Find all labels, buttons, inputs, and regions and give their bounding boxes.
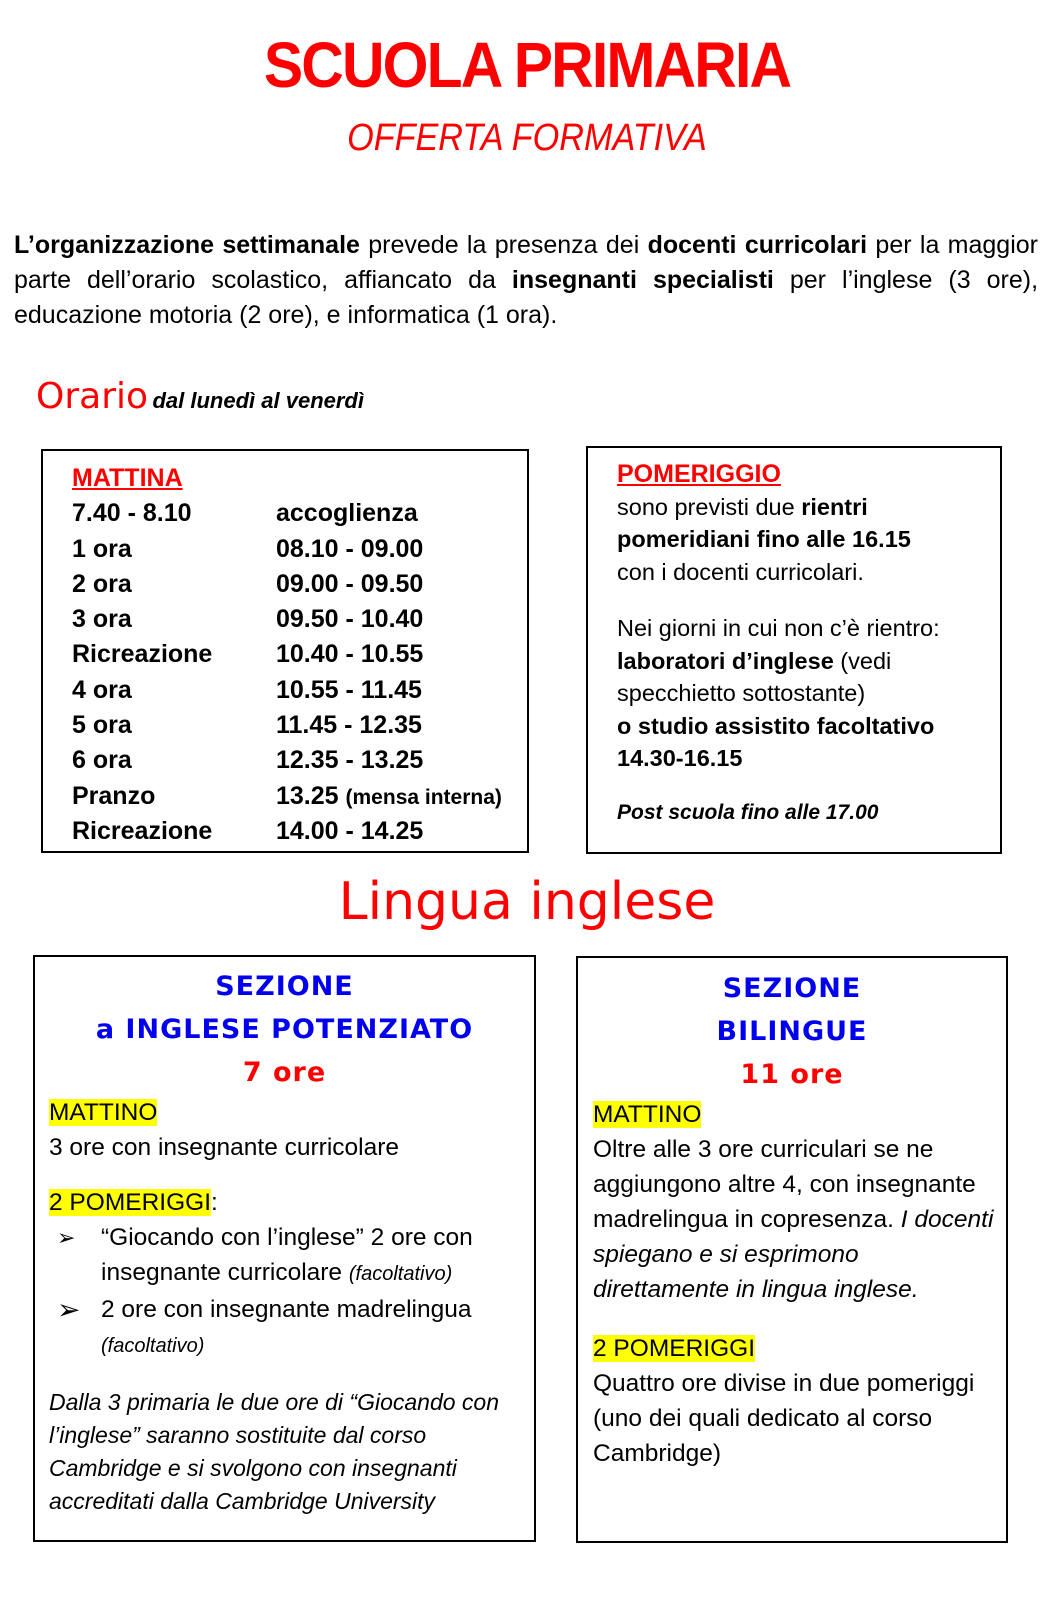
- bilingue-pom-text: Quattro ore divise in due pomeriggi (uno dei quali dedicato al corso Cambridge): [593, 1370, 975, 1467]
- schedule-slot: 3 ora: [72, 605, 132, 634]
- potenziato-pom-label: 2 POMERIGGI: [49, 1189, 212, 1216]
- intro-text-2: per la maggior parte dell’orario scolastico, affiancato da: [14, 231, 1038, 294]
- page-title: SCUOLA PRIMARIA: [263, 29, 791, 101]
- intro-paragraph: [14, 228, 1038, 333]
- mattina-schedule: [72, 461, 502, 849]
- orario-heading: [36, 376, 364, 417]
- schedule-slot: 1 ora: [72, 534, 132, 563]
- schedule-time: accoglienza: [276, 499, 418, 528]
- schedule-row: [72, 496, 502, 531]
- schedule-slot: 2 ora: [72, 569, 132, 598]
- pomeriggio-label: POMERIGGIO: [617, 460, 781, 488]
- bilingue-title-1: SEZIONE: [722, 973, 862, 1004]
- bilingue-mattino-text: Oltre alle 3 ore curriculari se ne aggiungono altre 4, con insegnante madrelingua in copresenza.: [593, 1136, 976, 1233]
- potenziato-title-2: a INGLESE POTENZIATO: [95, 1014, 474, 1045]
- intro-bold-2: docenti curricolari: [647, 231, 868, 259]
- pomeriggio-text-4: (vedi specchietto sottostante): [617, 647, 892, 706]
- intro-bold-3: insegnanti specialisti: [511, 266, 774, 294]
- pomeriggio-bold-2: laboratori d’inglese: [617, 647, 834, 674]
- schedule-time: 10.55 - 11.45: [276, 675, 422, 704]
- page-subtitle: OFFERTA FORMATIVA: [347, 117, 707, 159]
- schedule-time: 12.35 - 13.25: [276, 746, 424, 775]
- pomeriggio-bold-3: o studio assistito facoltativo 14.30-16.15: [617, 712, 935, 771]
- schedule-slot: 5 ora: [72, 711, 132, 740]
- potenziato-pom-colon: :: [211, 1189, 218, 1216]
- bilingue-mattino-italic: I docenti spiegano e si esprimono direttamente in lingua inglese.: [593, 1206, 994, 1303]
- schedule-slot: Pranzo: [72, 781, 156, 810]
- schedule-row: [72, 779, 502, 814]
- schedule-time: 09.50 - 10.40: [276, 605, 424, 634]
- schedule-row: [72, 814, 502, 849]
- bullet-note: (facoltativo): [348, 1263, 453, 1285]
- bullet-note: (facoltativo): [101, 1335, 205, 1357]
- list-item: [49, 1220, 524, 1292]
- pomeriggio-text-1: sono previsti due: [617, 493, 802, 520]
- schedule-row: [72, 602, 502, 637]
- schedule-slot: 6 ora: [72, 746, 132, 775]
- potenziato-footnote: Dalla 3 primaria le due ore di “Giocando con l’inglese” saranno sostituite dal corso Cambridge e si svolgono con insegnanti accreditati dalla Cambridge University: [49, 1389, 500, 1514]
- mattina-box: [41, 449, 529, 853]
- intro-text-1: prevede la presenza dei: [359, 231, 648, 259]
- potenziato-hours: 7 ore: [242, 1057, 327, 1088]
- schedule-row: [72, 637, 502, 672]
- schedule-row: [72, 567, 502, 602]
- pomeriggio-text-3: Nei giorni in cui non c’è rientro:: [617, 615, 940, 641]
- potenziato-mattino-label: MATTINO: [49, 1099, 158, 1126]
- schedule-time: 09.00 - 09.50: [276, 569, 424, 598]
- bilingue-pom-label: 2 POMERIGGI: [593, 1335, 756, 1362]
- schedule-slot: Ricreazione: [72, 816, 213, 845]
- arrow-bullet-icon: ➢: [57, 1294, 81, 1325]
- orario-title: Orario: [36, 376, 149, 417]
- schedule-time: 13.25: [276, 781, 339, 810]
- schedule-slot: Ricreazione: [72, 640, 213, 669]
- schedule-note: (mensa interna): [345, 785, 502, 809]
- bilingue-mattino-label: MATTINO: [593, 1101, 702, 1128]
- schedule-time: 14.00 - 14.25: [276, 816, 424, 845]
- mattina-label: MATTINA: [72, 464, 183, 492]
- post-scuola-note: Post scuola fino alle 17.00: [617, 800, 879, 824]
- intro-bold-1: L’organizzazione settimanale: [14, 231, 360, 259]
- bullet-text: “Giocando con l’inglese” 2 ore con insegnante curricolare: [101, 1224, 473, 1286]
- potenziato-title-1: SEZIONE: [215, 971, 354, 1002]
- lingua-heading: Lingua inglese: [338, 872, 716, 932]
- schedule-slot: 7.40 - 8.10: [72, 499, 192, 528]
- pomeriggio-bold-1: rientri pomeridiani fino alle 16.15: [617, 493, 911, 552]
- schedule-time: 10.40 - 10.55: [276, 640, 424, 669]
- potenziato-box: [33, 955, 536, 1542]
- bilingue-title-2: BILINGUE: [716, 1016, 868, 1047]
- bilingue-box: [576, 956, 1008, 1543]
- potenziato-mattino-text: 3 ore con insegnante curricolare: [49, 1134, 400, 1161]
- schedule-row: [72, 743, 502, 778]
- schedule-row: [72, 673, 502, 708]
- arrow-bullet-icon: ➢: [57, 1225, 76, 1250]
- schedule-slot: 4 ora: [72, 675, 132, 704]
- list-item: [49, 1292, 524, 1364]
- schedule-time: 08.10 - 09.00: [276, 534, 424, 563]
- pomeriggio-text-2: con i docenti curricolari.: [617, 558, 864, 585]
- schedule-row: [72, 532, 502, 567]
- pomeriggio-box: [586, 446, 1002, 854]
- orario-subtitle: dal lunedì al venerdì: [152, 388, 364, 413]
- schedule-row: [72, 708, 502, 743]
- bullet-text: 2 ore con insegnante madrelingua: [101, 1296, 472, 1323]
- intro-text-3: per l’inglese (3 ore), educazione motoria (2 ore), e informatica (1 ora).: [14, 266, 1039, 329]
- schedule-time: 11.45 - 12.35: [276, 711, 422, 740]
- bilingue-hours: 11 ore: [740, 1059, 844, 1090]
